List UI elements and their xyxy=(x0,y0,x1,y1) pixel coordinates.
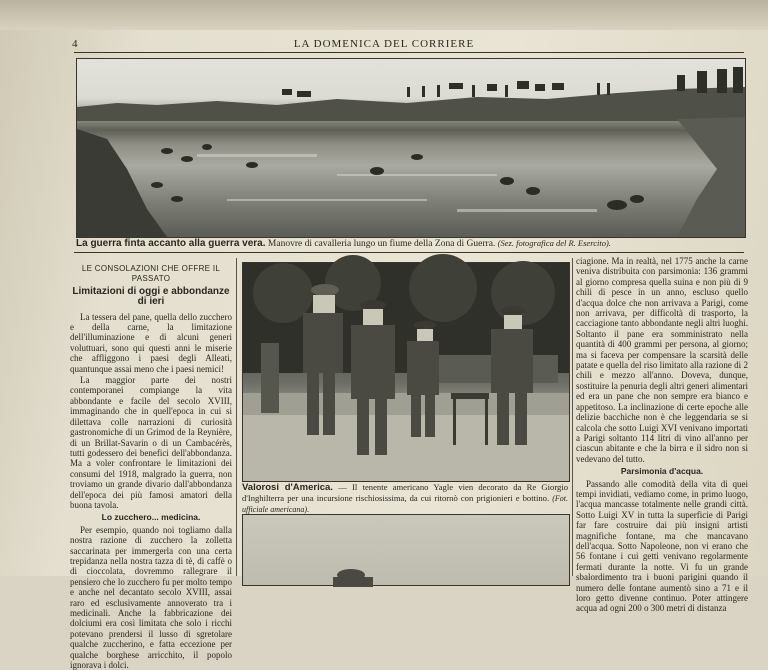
page-number: 4 xyxy=(72,38,78,50)
article-paragraph: La tessera del pane, quella dello zucchero e della carne, la limitazione dell'illuminazione e di alcuni generi voluttuari, sono qui questi anni le miserie che affliggono i paesi degli Alleati, quantunque assai meno che i paesi nemici! xyxy=(70,311,232,374)
middle-caption-credit: (Fot. ufficiale americana). xyxy=(242,494,568,514)
top-caption-title: La guerra finta accanto alla guerra vera. xyxy=(76,238,266,249)
top-caption-credit: (Sez. fotografica del R. Esercito). xyxy=(497,238,611,248)
header-rule xyxy=(74,52,744,53)
article-paragraph: Per esempio, quando noi togliamo dalla nostra razione di zucchero la zolletta saccarinata per immergerla con una certa trepidanza nella nostra tazza di tè, di caffè o di cioccolata, dovremmo rallegrare il pensiero che lo zucchero fu per molto tempo e anche nel decantato secolo XVIII, assai raro ed esclusivamente annoverato tra i medicinali. Anche la fabbricazione dei dolciumi era così limitata che solo i ricchi potevano prendersi il lusso di sgretolare qualche zuccherino, e fatta eccezione per qualche borghese arricchito, il popolo ignorava i dolci. xyxy=(70,524,232,670)
article-subheading: Parsimonia d'acqua. xyxy=(620,466,704,477)
right-article xyxy=(576,256,748,614)
page-fold-shadow xyxy=(0,0,768,30)
article-subheading: Lo zucchero... medicina. xyxy=(101,512,201,523)
top-caption-text: Manovre di cavalleria lungo un fiume della Zona di Guerra. xyxy=(267,239,496,249)
article-kicker: LE CONSOLAZIONI CHE OFFRE IL PASSATO xyxy=(81,264,221,284)
decoration-ceremony-photo xyxy=(242,262,570,482)
middle-photo-caption xyxy=(242,482,568,515)
article-paragraph: Passando alle comodità della vita di quei tempi invidiati, vediamo come, in primo luogo, l'acqua mancasse totalmente nelle grandi città. Sotto Luigi XV in tutta la superficie di Parigi far fare costruire dai più insigni artisti magnifiche fontane, ma che mancavano dell'acqua. Sotto Napoleone, non vi erano che 56 fontane i cui getti venivano regolarmente fermati durante la notte. Vi fu un grande sbalordimento tra i buoni parigini quando il numero delle fontane aumentò sino a 71 e il loro getto divenne continuo. Poter attingere acqua ad ogni 200 o 300 metri di distanza xyxy=(576,478,748,614)
masthead: LA DOMENICA DEL CORRIERE xyxy=(293,38,475,50)
column-divider xyxy=(236,258,237,576)
article-paragraph: La maggior parte dei nostri contemporanei compiange la vita abbondante e facile del secolo XVIII, immaginando che in quell'epoca in cui si dilettava colle narrazioni di curiosità gastronomiche di un Grimod de la Reynière, di un Brillat-Savarin o di un Cambacérès, tutti godessero dei benefici dell'abbondanza. Ma a voler confrontare le limitazioni dei consumi del 1918, malgrado la guerra, non troviamo un grande divario dall'abbondanza dell'epoca dei più famosi amatori della buona tavola. xyxy=(70,375,232,510)
bottom-photo xyxy=(242,514,570,586)
top-photo-caption xyxy=(76,238,744,249)
left-article xyxy=(70,258,232,670)
cavalry-river-photo xyxy=(76,58,746,238)
section-rule xyxy=(74,252,744,253)
middle-caption-title: Valorosi d'America. xyxy=(242,482,333,493)
middle-caption-text: — Il tenente americano Yagle vien decorato da Re Giorgio d'Inghilterra per una incursione rischiosissima, da cui ritornò con prigionieri e bottino. xyxy=(242,482,569,503)
article-headline: Limitazioni di oggi e abbondanze di ieri xyxy=(72,285,230,308)
column-divider xyxy=(572,258,573,576)
article-paragraph: ciagione. Ma in realtà, nel 1775 anche la carne veniva distribuita con parsimonia: 136 grammi al giorno compresa quella suina e non più di 9 chili di pesce in un anno, escluso quello d'acqua dolce che non arrivava a Parigi, come non arrivava, per difficoltà di trasporto, la cacciagione tanto abbondante negli altri luoghi. Soltanto il pane era somministrato nella quantità di 400 grammi per persona, al giorno; ma si faceva per compensare la scarsità delle patate e quella del riso limitato alla razione di 2 chili e mezzo all'anno. Doveva, dunque, sostituire la penuria degli altri generi alimentari ed era un pane che non sempre era bianco e appetitoso. La inclinazione di certe epoche alle delizie bacchiche non è che leggendaria se si calcola che sotto Luigi XVI venivano importati a Parigi soltanto 114 litri di vino all'anno per ciascun abitante e che la birra e il sidro non si vedevano del tutto. xyxy=(576,256,748,464)
